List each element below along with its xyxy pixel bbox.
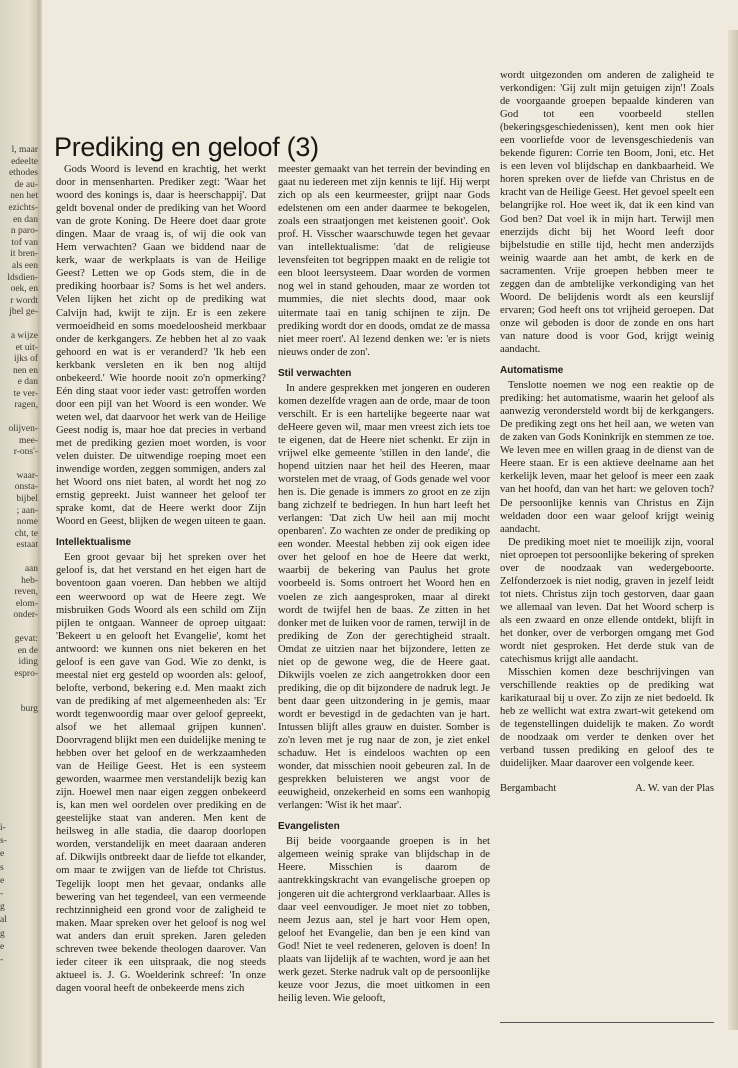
spine-line: - [0,889,4,900]
spine-line: e dan [17,377,38,388]
spine-line: r-ons'- [13,447,38,458]
spine-line: r wordt [10,295,38,306]
spine-line [0,680,40,692]
spine-line: edeelte [11,156,38,167]
spine-line: nen en [12,365,38,376]
spine-line: als een [11,260,38,271]
adjacent-page-text-lower [0,822,40,967]
subheading-evangelisten: Evangelisten [278,821,340,833]
paragraph: De prediking moet niet te moeilijk zijn, vooral niet oproepen tot persoonlijke bekering of spreken over de noodzaak van wedergeboorte. Zelfonderzoek is niet nodig, graven in jezelf leidt tot niets. Christus zijn toch gestorven, daar gaan we allemaal van leven. Dat het Woord scherp is als een zwaard en onze ellende ontdekt, blijft in het donker, over de verborgen omgang met God wordt niet gesproken. Het derde stuk van de catechismus krijgt alle aandacht. [500,536,714,666]
adjacent-page-text [0,145,40,716]
spine-line: nome [16,517,38,528]
magazine-page [42,0,738,1068]
spine-line: l, maar [11,145,38,155]
spine-line [0,319,40,331]
spine-line [0,622,40,634]
spine-line: a wijze [10,330,38,341]
column-3 [500,69,714,796]
spine-line: estaat [16,540,38,551]
spine-line: g [0,928,5,939]
spine-line: iding [18,657,38,668]
spine-line: heb- [21,575,38,586]
paragraph: Tenslotte noemen we nog een reaktie op de prediking: het automatisme, waarin het geloof als aanwezig verondersteld wordt bij de kerkgangers. De prediking zegt ons het heil aan, we weten van de zaken van Gods Koninkrijk en stemmen ze toe. We leven mee en willen graag in de dienst van de Heere staan. Er is een aktieve deelname aan het kerkelijk leven, maar het geloof is meer een zaak van het hoofd, dan van het hart: we geloven toch? De persoonlijke kennis van Christus en Zijn weldaden door een waar geloof krijgt weinig aandacht. [500,380,714,535]
spine-line: e [0,941,5,952]
spine-line: s- [0,836,7,847]
spine-line: - [0,955,4,966]
subheading-stil-verwachten: Stil verwachten [278,367,352,379]
spine-line: n paro- [10,226,38,237]
adjacent-page-strip [0,0,40,1068]
spine-line: cht, te [14,528,38,539]
spine-line: tof van [11,237,38,248]
subheading-intellektualisme: Intellektualisme [56,537,132,549]
spine-line: it bren- [10,249,38,260]
spine-line: al [0,915,7,926]
spine-line: e [0,875,5,886]
spine-line: espro- [14,668,38,679]
paragraph: meester gemaakt van het terrein der bevinding en gaat nu iedereen met zijn kennis te lijf. Hij werpt zich op als een keurmeester, grijpt naar Gods edelstenen om een ander daarmee te bekogelen, zoals een straatjongen met keistenen gooit'. Ook prof. H. Visscher waarschuwde tegen het gevaar van intellektualisme: 'dat de religieuse levensfeiten tot begrippen maakt en de religie tot een bloot leersysteem. Daar worden de vormen nog wel in stand gehouden, maar ze worden tot mummies, die niet slechts dood, maar ook uitermate taai en tanig schijnen te zijn. De prediking wordt dor en doods, omdat ze de massa niet meer roert'. Al lezend denken we: 'er is niets nieuws onder de zon'. [278,164,490,358]
spine-line [0,552,40,564]
spine-line: onder- [13,610,38,621]
paragraph: Een groot gevaar bij het spreken over het geloof is, dat het verstand en het eigen hart de boventoon gaan voeren. Dan hebben we altijd een weerwoord op wat de Heere zegt. We misbruiken Gods Woord als een schild om Zijn pijlen te ontgaan. Wanneer de oproep uitgaat: 'Bekeert u en gelooft het Evangelie', komt het antwoord: we kunnen ons niet bekeren en het geloof is een gave van God. Wie zo denkt, is meestal niet erg gesteld op woorden als: geloof, belofte, verbond, bekering e.d. Men maakt zich van de prediking af met algemeenheden als: 'Er wordt tegenwoordig maar over geloof gepreekt, alsof we het allemaal grijpen kunnen'. Doorvragend blijkt men een duidelijke mening te hebben over het geloof en de werkzaamheden van de Heilige Geest. Het is een systeem geworden, waarmee men verstandelijk bezig kan zijn. Hoewel men naar eigen zeggen onbekeerd is, kan men wel oordelen over prediking en de geestelijke staat van anderen. Men kent de heilsweg in alle stadia, die daarop doorlopen worden, verstandelijk en meet daaraan anderen af. Dikwijls ontbreekt daar de liefde tot elkander, om maar te zwijgen van de liefde tot Christus. Tegelijk loopt men het gevaar, ondanks alle bewering van het tegendeel, van een vermeende rechtzinnigheid een grond voor de zaligheid te maken. Maar spreken over het geloof is nog wel wat anders dan eruit spreken. Jaren geleden schreven twee bekende theologen daarover. Van ieder citeer ik een uitspraak, die nog steeds aktueel is. J. G. Woelderink schreef: 'In onze dagen vooral heeft de onbekeerde mens zich [56,552,266,994]
spine-line: ldsdien- [7,272,38,283]
spine-line: bijbel [16,494,38,505]
signature [500,782,714,795]
spine-line: reven, [14,587,38,598]
column-1 [56,163,266,995]
spine-line: en dan [12,214,38,225]
column-2 [278,163,490,1005]
paragraph: In andere gesprekken met jongeren en ouderen komen dezelfde vragen aan de orde, maar de toon verschilt. Er is een hartelijke begeerte naar wat deHeere geven wil, maar men vreest zich iets toe te eigenen, dat de Heere niet schenkt. Er zijn in vrijwel elke gemeente 'stillen in den lande', die hopend uitzien naar het heil des Heeren, maar worstelen met de vraag, of Gods genade wel voor hen is. Die genade is immers zo groot en ze zijn bang zichzelf te bedriegen. In hun hart leeft het verlangen: 'Dat zich Uw heil aan mij mocht openbaren'. Zo wachten ze onder de prediking op een wonder. Meestal hebben zij ook eigen idee over het geloof en hoe de Heere dat werkt, waarbij de bekering van Paulus het grote voorbeeld is. Soms ontroert het Woord hen en voelen ze zich aangesproken, maar al direkt wordt de twijfel hen de baas. Ze zitten in het donker met de luiken voor de ramen, terwijl in de prediking de Zon der gerechtigheid straalt. Omdat ze uitzien naar het bijzondere, letten ze niet op de gewone weg, die de Heere gaat. Dikwijls voelen ze zich aangetrokken door een prediking, die op dit bijzondere de nadruk legt. Je bent daar geen uitzondering in je gemis, maar wordt er bevestigd in de gedachten van je hart. Intussen blijft alles grauw en duister. Somber is zo'n leven met je rug naar de zon, je ziet enkel schaduw. Het is eindeloos wachten op een wonder, dat misschien nooit gebeuren zal. In de gesprekken beluisteren we angst voor de eeuwigheid, onzekerheid en soms een wanhopig verlangen: 'Wist ik het maar'. [278,382,490,812]
signature-place: Bergambacht [500,783,557,795]
spine-line: e [0,849,5,860]
paragraph: wordt uitgezonden om anderen de zaligheid te verkondigen: 'Gij zult mijn getuigen zijn'! Zoals de voorgaande groepen bepaalde kinderen van God tot een voorbeeld stellen (bekeringsgeschiedenissen), kent men ook hier een voorliefde voor de levensgeschiedenis van bekende figuren: Corrie ten Boom, Joni, etc. Het is een leven vol blijdschap en dankbaarheid. We horen spreken over de liefde van Christus en de kracht van de Heilige Geest. Het gevoel speelt een belangrijke rol. Hoe weet ik, dat ik een kind van God ben? Dat voel ik in mijn hart. Terwijl men enerzijds dicht bij het Woord leeft door bijbelstudie en stille tijd, hecht men anderzijds weinig waarde aan het ambt, de kerk en de sacramenten. Vrije groepen hebben meer te zeggen dan de ambtelijke verkondiging van het Woord. De belijdenis wordt als een keurslijf ervaren; God heeft ons tot vrijheid geroepen. Dat onze wil geboden is door de zonde en ons hart van nature dood is voor God, krijgt weinig aandacht. [500,70,714,355]
spine-line: olijven- [8,424,38,435]
spine-line: ethodes [8,168,38,179]
spine-line [0,412,40,424]
spine-line: waar- [16,470,38,481]
spine-line: i- [0,823,6,833]
spine-line: g [0,902,5,913]
end-rule [500,1022,714,1023]
spine-line: de au- [14,179,38,190]
spine-line: gevat: [14,633,38,644]
spine-line: mee- [19,435,38,446]
spine-line: aan [24,564,38,574]
spine-line: ezichts- [8,202,38,213]
spine-line: en de [17,645,38,656]
spine-line: burg [20,704,38,715]
paragraph: Misschien komen deze beschrijvingen van verschillende reakties op de prediking wat karikaturaal bij u over. Zo zijn ze niet bedoeld. Ik heb ze wellicht wat extra zwart-wit getekend om de tegenstellingen duidelijk te maken. Zo wordt de noodzaak om verder te denken over het verband tussen prediking en geloof des te duidelijker. Maar daarover een volgende keer. [500,667,714,770]
spine-line: s [0,862,4,873]
subheading-automatisme: Automatisme [500,365,564,377]
article-title: Prediking en geloof (3) [54,132,319,162]
spine-line: ijks of [13,354,38,365]
page-edge [728,30,738,1030]
paragraph: Gods Woord is levend en krachtig, het werkt door in mensenharten. Prediker zegt: 'Waar het woord des konings is, daar is heerschappij'. Dat geldt bovenal onder de prediking van het Woord van de grote Koning. De Heere doet daar grote dingen. Maar de vraag is, of wij die ook van Hem verwachten? Gaan we biddend naar de kerk, waar de werkplaats is van de Heilige Geest? Letten we op Gods stem, die in de prediking hoorbaar is? Soms is het wel anders. Velen lijken het zicht op de prediking wat Calvijn had, kwijt te zijn. Er is een zekere vermoeidheid en soms moedeloosheid merkbaar onder de kerkgangers. Ze hebben het al zo vaak gehoord en wat is er veranderd? 'Ik heb een kerkbank versleten en ik ben nog altijd onbekeerd.' Wie hoorde nooit zo'n opmerking? Eén ding staat voor ieder vast: getroffen worden door een pijl van het Woord is een wonder. We weten wel, dat daarvoor het werk van de Heilige Geest nodig is, maar hoe dat precies in verband met de prediking gezien moet worden, is voor velen duister. De uitwendige roeping moet een inwendige worden, zeggen sommigen, anders zal het Woord ons niet baten, al wordt het nog zo ernstig gepreekt. Juist wanneer het geloof ter sprake komt, dat de Heere werkt door Zijn Woord en Geest, blijken de wegen uiteen te gaan. [56,164,266,528]
spine-line: ragen, [14,400,38,411]
spine-line: jbel ge- [9,307,38,318]
spine-line: oek, en [10,284,38,295]
spine-line: elom- [15,598,38,609]
spine-line [0,459,40,471]
paragraph: Bij beide voorgaande groepen is in het algemeen weinig sprake van blijdschap in de Heere. Misschien is daarom de aantrekkingskracht van evangelische groepen op jongeren uit die achtergrond verklaarbaar. Alles is daar veel eenvoudiger. Je moet niet zo tobben, neem Jezus aan, stel je hart voor Hem open, geloof het Evangelie, dan ben je een kind van God! Niet te veel redeneren, geloven is doen! In plaats van lijdelijk af te wachten, word je aan het werk gezet. Sterke nadruk valt op de persoonlijke keuze voor Jezus, die moet uitkomen in een heilig leven. Wie gelooft, [278,836,490,1004]
spine-line: nen het [10,191,38,202]
spine-line: onsta- [14,482,38,493]
spine-line: te ver- [13,388,38,399]
spine-line: ; aan- [16,505,38,516]
spine-line: et uit- [15,342,38,353]
spine-line [0,692,40,704]
signature-author: A. W. van der Plas [635,783,714,795]
